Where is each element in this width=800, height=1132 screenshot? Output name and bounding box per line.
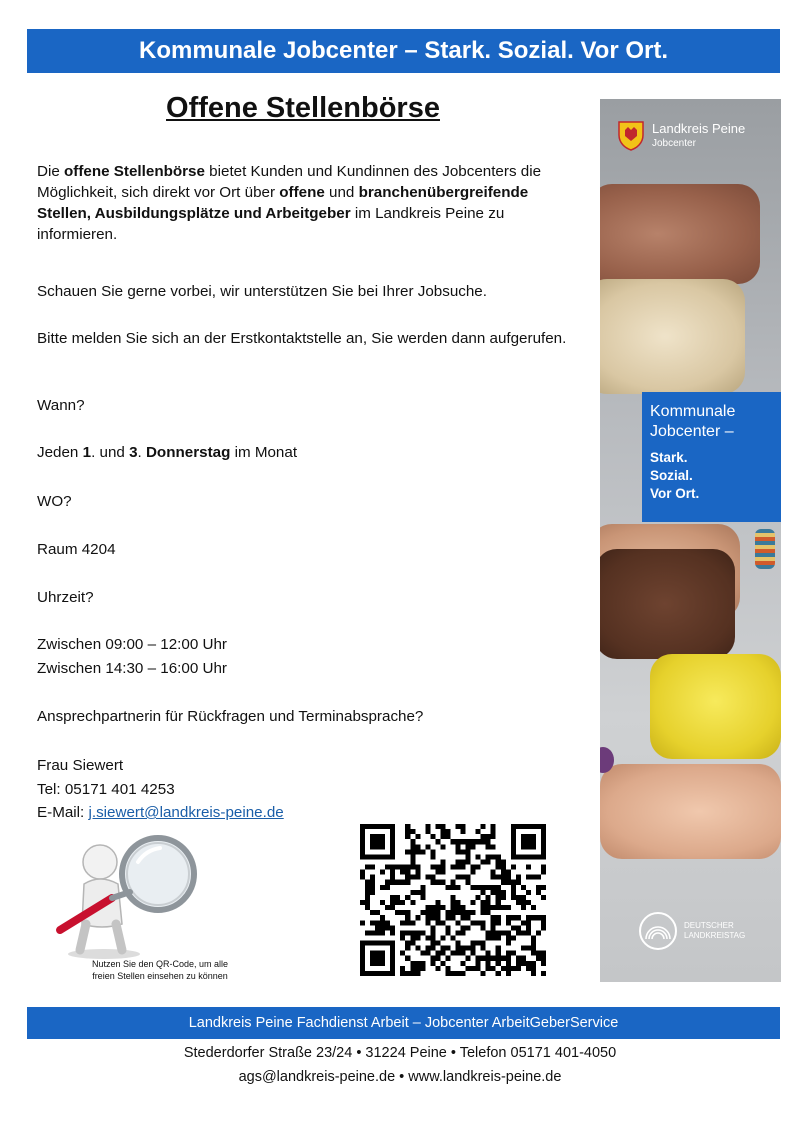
- kj-stark: Stark.: [650, 450, 688, 465]
- kj-line-1: Kommunale: [650, 403, 736, 420]
- contact-tel: Tel: 05171 401 4253: [37, 781, 175, 798]
- qr-code[interactable]: [360, 824, 546, 976]
- time-slot-1: Zwischen 09:00 – 12:00 Uhr: [37, 636, 227, 653]
- dlt-line-2: LANDKREISTAG: [684, 931, 746, 940]
- dlt-logo: [638, 911, 745, 951]
- bracelet: [755, 529, 775, 569]
- footer-banner: Landkreis Peine Fachdienst Arbeit – Jobcenter ArbeitGeberService: [27, 1007, 780, 1039]
- register-text: Bitte melden Sie sich an der Erstkontaktstelle an, Sie werden dann aufgerufen.: [37, 330, 567, 347]
- visit-text: Schauen Sie gerne vorbei, wir unterstützen Sie bei Ihrer Jobsuche.: [37, 283, 487, 300]
- glove-fist: [600, 279, 745, 394]
- kommunale-jobcenter-box: [642, 392, 781, 522]
- magnifier-figure-icon: [52, 832, 210, 960]
- coat-of-arms-icon: [618, 121, 644, 151]
- kj-sozial: Sozial.: [650, 468, 693, 483]
- logo-name: Landkreis Peine: [652, 121, 746, 136]
- fist-6: [600, 764, 781, 859]
- poster-image: [600, 99, 781, 982]
- page-title: Offene Stellenbörse: [166, 92, 440, 124]
- time-slot-2: Zwischen 14:30 – 16:00 Uhr: [37, 660, 227, 677]
- intro-paragraph: Die offene Stellenbörse bietet Kunden und Kundinnen des Jobcenters die Möglichkeit, sich direkt vor Ort über offene und branchenübergreifende Stellen, Ausbildungsplätze und Arbeitgeber im Landkreis Peine zu informieren.: [37, 163, 542, 243]
- qr-caption-line-1: Nutzen Sie den QR-Code, um alle: [91, 959, 229, 969]
- dlt-arc-icon: [638, 911, 678, 951]
- contact-heading: Ansprechpartnerin für Rückfragen und Terminabsprache?: [37, 708, 424, 725]
- time-heading: Uhrzeit?: [37, 589, 94, 606]
- when-text: Jeden 1. und 3. Donnerstag im Monat: [37, 444, 298, 461]
- qr-caption: [60, 958, 260, 982]
- footer-web: ags@landkreis-peine.de • www.landkreis-peine.de: [238, 1069, 562, 1085]
- footer-address: Stederdorfer Straße 23/24 • 31224 Peine • Telefon 05171 401-4050: [183, 1045, 617, 1061]
- email-label: E-Mail:: [37, 804, 89, 821]
- where-heading: WO?: [37, 493, 72, 510]
- email-link[interactable]: j.siewert@landkreis-peine.de: [88, 804, 284, 821]
- fist-1: [600, 184, 760, 284]
- fist-4: [600, 549, 735, 659]
- kj-vor-ort: Vor Ort.: [650, 486, 700, 501]
- contact-name: Frau Siewert: [37, 757, 124, 774]
- qr-caption-line-2: freien Stellen einsehen zu können: [92, 971, 228, 981]
- header-banner: Kommunale Jobcenter – Stark. Sozial. Vor Ort.: [27, 29, 780, 73]
- yellow-glove-fist: [650, 654, 781, 759]
- room-text: Raum 4204: [37, 541, 116, 558]
- kj-line-2: Jobcenter –: [650, 423, 734, 440]
- when-heading: Wann?: [37, 397, 85, 414]
- logo-sub: Jobcenter: [652, 138, 696, 149]
- landkreis-logo: [618, 121, 745, 151]
- dlt-line-1: DEUTSCHER: [684, 921, 734, 930]
- contact-email-line: [37, 802, 577, 823]
